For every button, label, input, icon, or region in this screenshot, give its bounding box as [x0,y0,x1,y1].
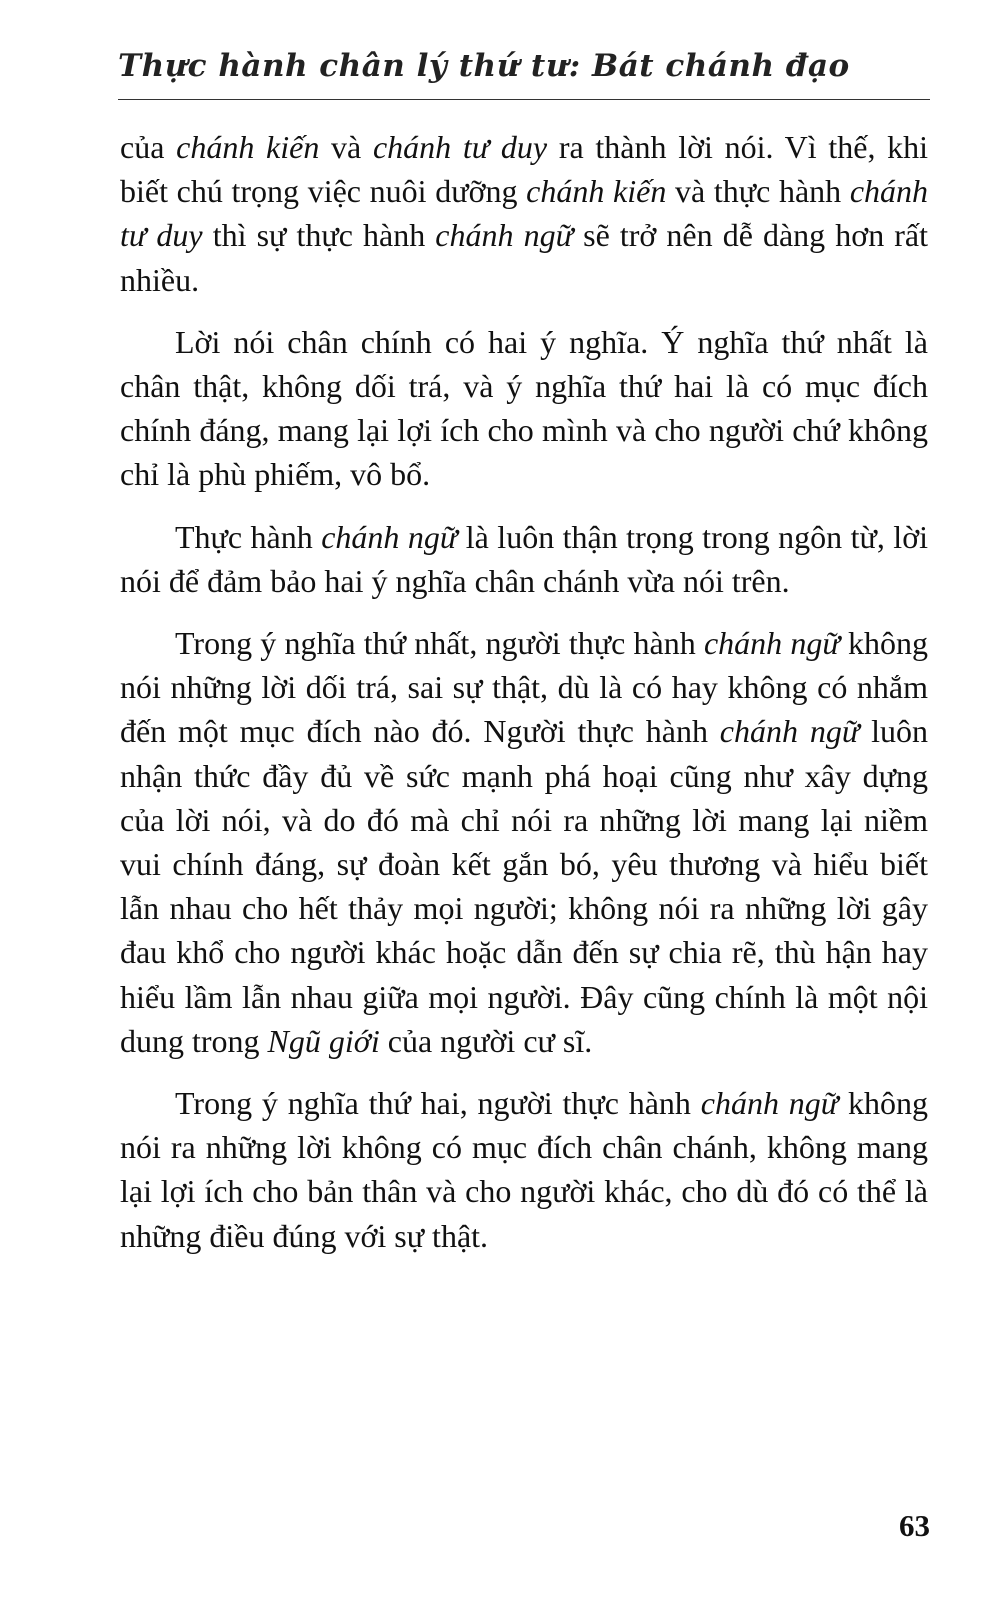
italic-term: chánh kiến [526,173,667,210]
italic-term: chánh ngữ [435,217,574,254]
paragraph-2 [120,320,928,497]
text-run: Trong ý nghĩa thứ nhất, người thực hành [175,625,704,662]
text-run: là luôn thận trọng trong ngôn từ, lời nói để đảm bảo hai ý nghĩa chân chánh vừa nói trên. [120,518,929,599]
text-run: Lời nói chân chính có hai ý nghĩa. Ý nghĩa thứ nhất là chân thật, không dối trá, và ý nghĩa thứ hai là có mục đích chính đáng, mang lại lợi ích cho mình và cho người chứ không chỉ là phù phiếm, vô bổ. [120,323,928,493]
text-run: và [319,129,373,165]
running-header: Thực hành chân lý thứ tư: Bát chánh đạo [118,48,850,84]
text-run: sẽ trở nên dễ dàng hơn rất nhiều. [120,217,929,298]
text-run: luôn nhận thức đầy đủ về sức mạnh phá hoại cũng như xây dựng của lời nói, và do đó mà chỉ nói ra những lời mang lại niềm vui chính đáng, sự đoàn kết gắn bó, yêu thương và hiểu biết lẫn nhau cho hết thảy mọi người; không nói ra những lời gây đau khổ cho người khác hoặc dẫn đến sự chia rẽ, thù hận hay hiểu lầm lẫn nhau giữa mọi người. Đây cũng chính là một nội dung trong [120,713,929,1059]
text-run: không nói những lời dối trá, sai sự thật, dù là có hay không có nhắm đến một mục đích nào đó. Người thực hành [120,625,929,750]
text-run: không nói ra những lời không có mục đích chân chánh, không mang lại lợi ích cho bản thân và cho người khác, cho dù đó có thể là những điều đúng với sự thật. [120,1085,929,1254]
text-run: và thực hành [666,173,850,210]
paragraph-1 [120,125,928,302]
paragraph-4 [120,621,928,1063]
header-divider [118,99,930,100]
body-text [120,125,928,1276]
italic-term: chánh tư duy [372,129,548,165]
text-run: ra thành lời nói. Vì thế, khi biết chú trọng việc nuôi dưỡng [120,129,929,210]
italic-term: chánh ngữ [321,518,458,555]
italic-term: chánh ngữ [700,1085,839,1122]
text-run: thì sự thực hành [202,217,436,254]
italic-term: chánh ngữ [703,625,840,662]
italic-term: chánh kiến [176,129,320,165]
text-run: của [120,129,177,165]
italic-term: chánh ngữ [719,713,860,750]
italic-term: Ngũ giới [267,1022,380,1059]
page-number: 63 [899,1508,930,1543]
paragraph-3 [120,515,928,603]
text-run: Trong ý nghĩa thứ hai, người thực hành [175,1085,701,1122]
text-run: của người cư sĩ. [379,1022,593,1059]
text-run: Thực hành [175,518,322,555]
paragraph-5 [120,1081,928,1258]
italic-term: chánh tư duy [120,173,929,254]
